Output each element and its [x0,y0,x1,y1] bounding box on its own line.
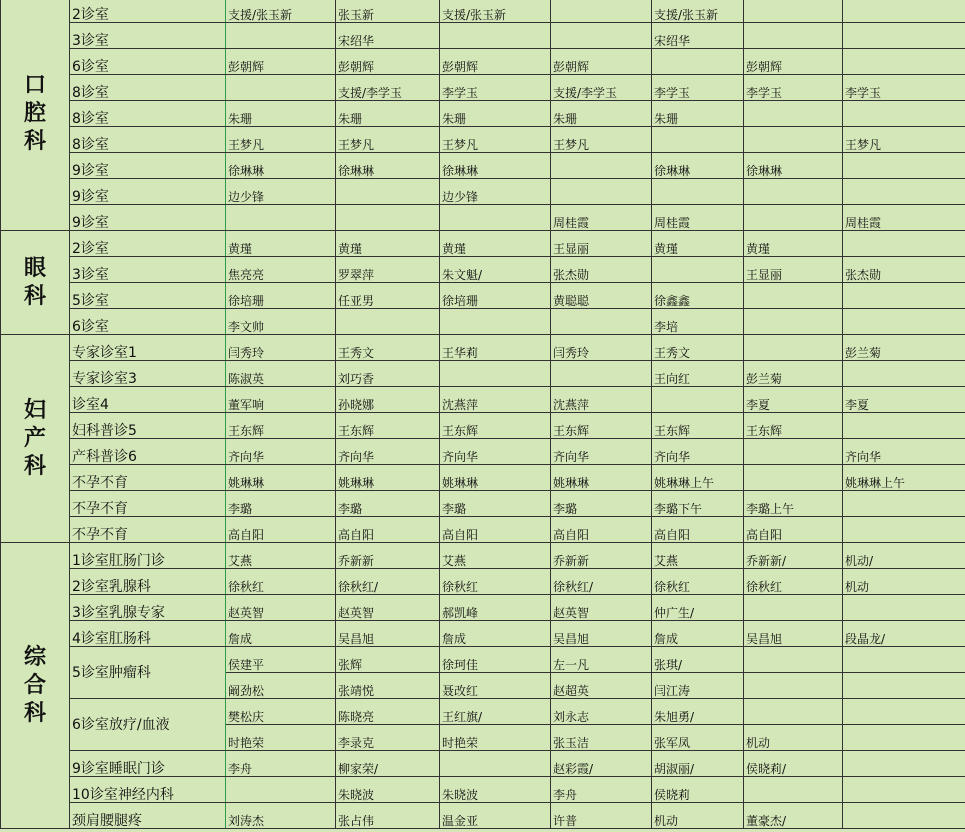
doctor-cell: 樊松庆 [226,699,336,725]
doctor-cell: 李培 [652,309,744,335]
doctor-cell [336,179,440,205]
doctor-cell: 朱珊 [226,101,336,127]
doctor-cell [744,101,843,127]
doctor-cell: 彭兰菊 [843,335,965,361]
doctor-cell: 黄瑾 [226,231,336,257]
room-cell: 6诊室 [70,49,226,75]
doctor-cell: 黄瑾 [744,231,843,257]
doctor-cell [843,309,965,335]
doctor-cell [744,335,843,361]
doctor-cell: 吴昌旭 [336,621,440,647]
department-label [1,543,70,829]
room-cell: 不孕不育 [70,517,226,543]
doctor-cell: 徐琳琳 [336,153,440,179]
room-cell: 产科普诊6 [70,439,226,465]
doctor-cell: 边少锋 [226,179,336,205]
doctor-cell: 姚琳琳 [226,465,336,491]
doctor-cell: 徐培珊 [440,283,551,309]
doctor-cell: 徐秋红 [440,569,551,595]
doctor-cell: 张军凤 [652,725,744,751]
room-cell: 妇科普诊5 [70,413,226,439]
doctor-cell: 时艳荣 [226,725,336,751]
table-row [1,361,965,387]
table-row [1,23,965,49]
doctor-cell: 高自阳 [744,517,843,543]
doctor-cell: 刘永志 [551,699,652,725]
doctor-cell: 李璐 [336,491,440,517]
doctor-cell: 徐珂佳 [440,647,551,673]
doctor-cell [226,777,336,803]
department-label [1,0,70,231]
doctor-cell: 齐向华 [440,439,551,465]
table-row [1,153,965,179]
doctor-cell: 王东辉 [440,413,551,439]
doctor-cell: 徐琳琳 [744,153,843,179]
doctor-cell: 吴昌旭 [744,621,843,647]
doctor-cell: 张琪/ [652,647,744,673]
doctor-cell: 徐鑫鑫 [652,283,744,309]
doctor-cell [336,309,440,335]
doctor-cell [440,751,551,777]
doctor-cell: 徐琳琳 [652,153,744,179]
table-row [1,751,965,777]
doctor-cell [744,309,843,335]
room-cell: 10诊室神经内科 [70,777,226,803]
doctor-cell [843,23,965,49]
table-row [1,101,965,127]
doctor-cell [843,803,965,829]
doctor-cell: 支援/张玉新 [652,0,744,23]
doctor-cell: 郝凯峰 [440,595,551,621]
doctor-cell [652,257,744,283]
doctor-cell: 陈晓亮 [336,699,440,725]
doctor-cell: 李璐上午 [744,491,843,517]
doctor-cell: 李夏 [843,387,965,413]
table-row [1,465,965,491]
doctor-cell: 朱珊 [652,101,744,127]
room-cell: 颈肩腰腿疼 [70,803,226,829]
doctor-cell: 乔新新/ [744,543,843,569]
table-row [1,413,965,439]
doctor-cell [744,23,843,49]
table-row [1,569,965,595]
doctor-cell [843,491,965,517]
doctor-cell: 赵英智 [336,595,440,621]
doctor-cell: 乔新新 [336,543,440,569]
doctor-cell [843,413,965,439]
room-cell: 8诊室 [70,75,226,101]
room-cell: 1诊室肛肠门诊 [70,543,226,569]
doctor-cell: 徐秋红/ [336,569,440,595]
department-name: 综合科 [23,644,46,726]
doctor-cell: 张杰勋 [843,257,965,283]
doctor-cell: 任亚男 [336,283,440,309]
doctor-cell [843,517,965,543]
doctor-cell: 赵英智 [551,595,652,621]
doctor-cell: 高自阳 [551,517,652,543]
doctor-cell: 詹成 [652,621,744,647]
doctor-cell: 张辉 [336,647,440,673]
table-row [1,595,965,621]
doctor-cell: 姚琳琳 [440,465,551,491]
table-row [1,491,965,517]
doctor-cell: 周桂霞 [843,205,965,231]
doctor-cell [744,647,843,673]
doctor-cell: 吴昌旭 [551,621,652,647]
doctor-cell: 刘巧香 [336,361,440,387]
doctor-cell [744,127,843,153]
doctor-cell [652,49,744,75]
doctor-cell: 支援/李学玉 [336,75,440,101]
room-cell: 2诊室乳腺科 [70,569,226,595]
room-cell: 不孕不育 [70,465,226,491]
doctor-cell: 温金亚 [440,803,551,829]
doctor-cell: 李学玉 [744,75,843,101]
doctor-cell: 王红旗/ [440,699,551,725]
doctor-cell [744,673,843,699]
doctor-cell: 支援/张玉新 [440,0,551,23]
doctor-cell: 徐琳琳 [226,153,336,179]
room-cell: 3诊室 [70,23,226,49]
doctor-cell: 边少锋 [440,179,551,205]
doctor-cell: 宋绍华 [652,23,744,49]
table-row [1,439,965,465]
doctor-cell: 徐秋红/ [551,569,652,595]
doctor-cell: 朱文魁/ [440,257,551,283]
doctor-cell [843,101,965,127]
doctor-cell: 朱旭勇/ [652,699,744,725]
doctor-cell: 王向红 [652,361,744,387]
table-row [1,205,965,231]
room-cell: 9诊室 [70,153,226,179]
doctor-cell: 彭兰菊 [744,361,843,387]
doctor-cell: 彭朝辉 [744,49,843,75]
doctor-cell: 艾燕 [440,543,551,569]
doctor-cell [440,309,551,335]
doctor-cell: 阚劲松 [226,673,336,699]
doctor-cell: 高自阳 [226,517,336,543]
doctor-cell: 宋绍华 [336,23,440,49]
doctor-cell: 机动 [843,569,965,595]
doctor-cell: 李学玉 [652,75,744,101]
table-row [1,699,965,725]
doctor-cell [843,153,965,179]
doctor-cell: 王梦凡 [551,127,652,153]
room-cell: 5诊室 [70,283,226,309]
room-cell: 8诊室 [70,101,226,127]
room-cell: 8诊室 [70,127,226,153]
doctor-cell: 闫秀玲 [551,335,652,361]
doctor-cell: 机动 [652,803,744,829]
doctor-cell [336,205,440,231]
doctor-cell: 李舟 [551,777,652,803]
doctor-cell: 陈淑英 [226,361,336,387]
doctor-cell: 黄瑾 [336,231,440,257]
doctor-cell: 王梦凡 [843,127,965,153]
doctor-cell [744,0,843,23]
doctor-cell [744,699,843,725]
doctor-cell: 机动 [744,725,843,751]
doctor-cell [843,725,965,751]
room-cell: 9诊室 [70,205,226,231]
room-cell: 不孕不育 [70,491,226,517]
doctor-cell: 王梦凡 [226,127,336,153]
doctor-cell: 聂改红 [440,673,551,699]
doctor-cell: 高自阳 [440,517,551,543]
doctor-cell: 赵英智 [226,595,336,621]
doctor-cell: 机动/ [843,543,965,569]
table-row [1,0,965,23]
doctor-cell: 董军响 [226,387,336,413]
doctor-cell [744,205,843,231]
doctor-cell [551,179,652,205]
doctor-cell: 许普 [551,803,652,829]
room-cell: 2诊室 [70,231,226,257]
doctor-cell [440,205,551,231]
doctor-cell: 徐琳琳 [440,153,551,179]
table-row [1,803,965,829]
doctor-cell: 王秀文 [336,335,440,361]
doctor-cell: 朱晓波 [336,777,440,803]
doctor-cell: 周桂霞 [652,205,744,231]
doctor-cell [843,0,965,23]
doctor-cell: 柳家荣/ [336,751,440,777]
doctor-cell: 齐向华 [336,439,440,465]
doctor-cell [551,153,652,179]
doctor-cell: 王东辉 [226,413,336,439]
doctor-cell: 齐向华 [843,439,965,465]
table-row [1,49,965,75]
room-cell: 6诊室放疗/血液 [70,699,226,751]
doctor-cell: 焦亮亮 [226,257,336,283]
doctor-cell: 詹成 [440,621,551,647]
doctor-cell: 姚琳琳上午 [843,465,965,491]
doctor-cell: 刘涛杰 [226,803,336,829]
table-row [1,179,965,205]
doctor-cell [744,595,843,621]
doctor-cell: 闫江涛 [652,673,744,699]
table-row [1,543,965,569]
doctor-cell: 周桂霞 [551,205,652,231]
table-row [1,75,965,101]
doctor-cell: 赵彩霞/ [551,751,652,777]
doctor-cell [226,23,336,49]
doctor-cell [843,179,965,205]
room-cell: 3诊室乳腺专家 [70,595,226,621]
doctor-cell: 彭朝辉 [551,49,652,75]
doctor-cell: 黄瑾 [652,231,744,257]
doctor-cell: 张玉洁 [551,725,652,751]
doctor-cell: 姚琳琳 [551,465,652,491]
doctor-cell [744,777,843,803]
doctor-cell: 齐向华 [652,439,744,465]
doctor-cell [744,439,843,465]
doctor-cell: 乔新新 [551,543,652,569]
room-cell: 2诊室 [70,0,226,23]
doctor-cell: 王东辉 [744,413,843,439]
doctor-cell: 张占伟 [336,803,440,829]
doctor-cell: 王东辉 [652,413,744,439]
doctor-cell: 李璐 [551,491,652,517]
doctor-cell [551,0,652,23]
doctor-cell [226,205,336,231]
doctor-cell: 支援/张玉新 [226,0,336,23]
doctor-cell [551,309,652,335]
room-cell: 4诊室肛肠科 [70,621,226,647]
doctor-cell: 黄瑾 [440,231,551,257]
doctor-cell [843,777,965,803]
doctor-cell: 侯晓莉/ [744,751,843,777]
doctor-cell: 王秀文 [652,335,744,361]
doctor-cell: 王显丽 [744,257,843,283]
doctor-cell: 王东辉 [336,413,440,439]
doctor-cell [744,283,843,309]
doctor-cell: 孙晓娜 [336,387,440,413]
doctor-cell [843,647,965,673]
doctor-cell: 段晶龙/ [843,621,965,647]
department-label [1,231,70,335]
doctor-cell: 李璐 [226,491,336,517]
table-row [1,335,965,361]
doctor-cell: 赵超英 [551,673,652,699]
doctor-cell: 王梦凡 [440,127,551,153]
doctor-cell: 朱珊 [440,101,551,127]
doctor-cell: 沈燕萍 [551,387,652,413]
doctor-cell: 王梦凡 [336,127,440,153]
doctor-cell: 彭朝辉 [226,49,336,75]
doctor-cell: 艾燕 [652,543,744,569]
doctor-cell [652,387,744,413]
doctor-cell: 徐培珊 [226,283,336,309]
doctor-cell: 高自阳 [336,517,440,543]
doctor-cell [652,179,744,205]
doctor-cell: 支援/李学玉 [551,75,652,101]
table-row [1,517,965,543]
table-row [1,387,965,413]
doctor-cell: 仲广生/ [652,595,744,621]
department-name: 口腔科 [23,72,46,154]
doctor-cell: 张靖悦 [336,673,440,699]
doctor-cell: 李学玉 [843,75,965,101]
doctor-cell [652,127,744,153]
doctor-cell: 齐向华 [226,439,336,465]
table-row [1,127,965,153]
doctor-cell [843,673,965,699]
room-cell: 诊室4 [70,387,226,413]
doctor-cell: 张玉新 [336,0,440,23]
table-row [1,621,965,647]
room-cell: 6诊室 [70,309,226,335]
doctor-cell: 董豪杰/ [744,803,843,829]
doctor-cell: 徐秋红 [652,569,744,595]
doctor-cell [843,595,965,621]
doctor-cell [843,283,965,309]
doctor-cell [440,23,551,49]
doctor-cell [551,23,652,49]
doctor-cell [551,361,652,387]
doctor-cell [843,49,965,75]
doctor-cell: 李璐 [440,491,551,517]
doctor-cell [226,75,336,101]
doctor-cell: 徐秋红 [226,569,336,595]
table-row [1,777,965,803]
doctor-cell: 徐秋红 [744,569,843,595]
doctor-cell [744,465,843,491]
doctor-cell: 左一凡 [551,647,652,673]
room-cell: 9诊室 [70,179,226,205]
doctor-cell: 侯晓莉 [652,777,744,803]
room-cell: 专家诊室3 [70,361,226,387]
doctor-cell: 高自阳 [652,517,744,543]
doctor-cell: 姚琳琳上午 [652,465,744,491]
doctor-cell: 李学玉 [440,75,551,101]
doctor-cell [744,179,843,205]
room-cell: 9诊室睡眠门诊 [70,751,226,777]
department-name: 眼科 [23,255,46,309]
doctor-cell: 李文帅 [226,309,336,335]
department-name: 妇产科 [23,397,46,479]
doctor-cell: 詹成 [226,621,336,647]
table-row [1,257,965,283]
room-cell: 5诊室肿瘤科 [70,647,226,699]
doctor-cell: 姚琳琳 [336,465,440,491]
doctor-cell [843,231,965,257]
doctor-cell: 朱珊 [551,101,652,127]
room-cell: 3诊室 [70,257,226,283]
doctor-cell: 彭朝辉 [336,49,440,75]
doctor-cell: 王显丽 [551,231,652,257]
doctor-cell: 李夏 [744,387,843,413]
doctor-cell: 王华莉 [440,335,551,361]
table-row [1,283,965,309]
doctor-cell: 侯建平 [226,647,336,673]
doctor-cell: 时艳荣 [440,725,551,751]
doctor-cell [843,751,965,777]
room-cell: 专家诊室1 [70,335,226,361]
department-label [1,335,70,543]
doctor-cell: 张杰勋 [551,257,652,283]
schedule-body [1,0,965,829]
doctor-cell: 李舟 [226,751,336,777]
doctor-cell: 彭朝辉 [440,49,551,75]
doctor-cell [843,361,965,387]
table-row [1,309,965,335]
table-row [1,647,965,673]
doctor-cell: 李璐下午 [652,491,744,517]
doctor-cell: 王东辉 [551,413,652,439]
doctor-cell: 沈燕萍 [440,387,551,413]
doctor-cell: 朱珊 [336,101,440,127]
doctor-cell: 李录克 [336,725,440,751]
doctor-cell: 艾燕 [226,543,336,569]
doctor-cell: 胡淑丽/ [652,751,744,777]
doctor-cell: 黄聪聪 [551,283,652,309]
doctor-cell: 罗翠萍 [336,257,440,283]
table-row [1,231,965,257]
doctor-cell: 闫秀玲 [226,335,336,361]
doctor-cell [440,361,551,387]
doctor-cell: 齐向华 [551,439,652,465]
doctor-cell: 朱晓波 [440,777,551,803]
doctor-cell [843,699,965,725]
